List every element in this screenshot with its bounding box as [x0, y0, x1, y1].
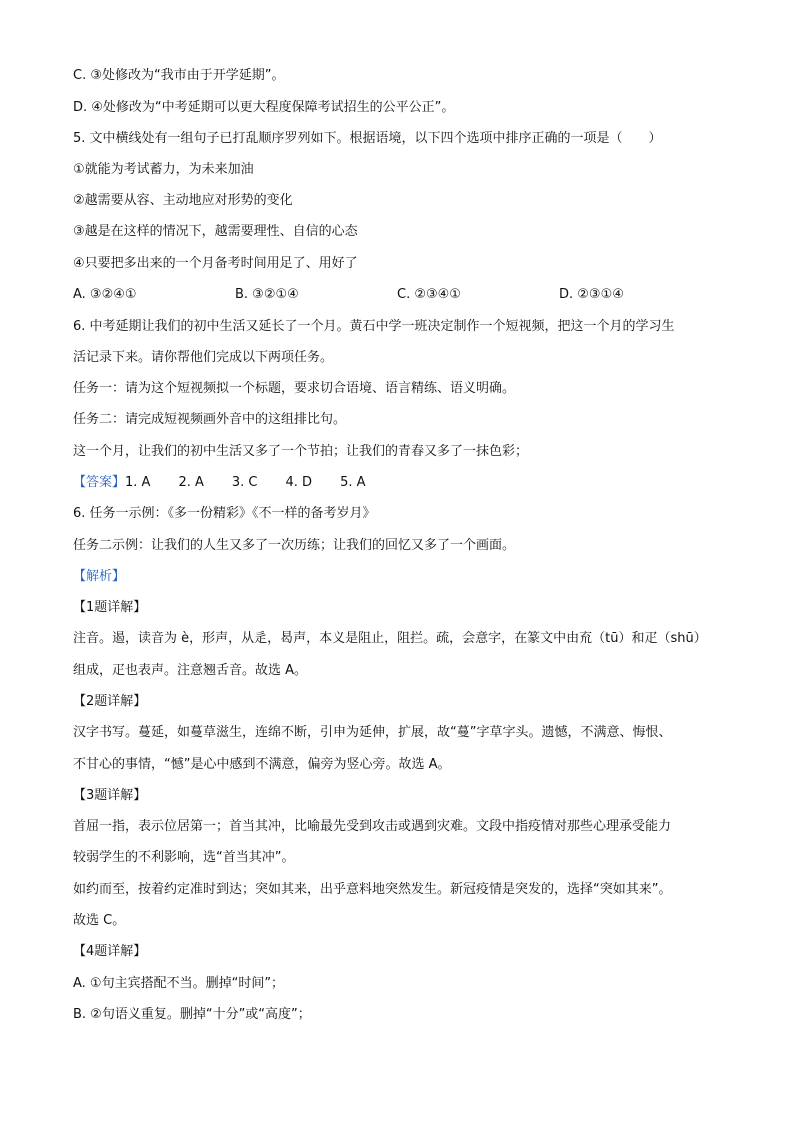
- sentence-4: ④只要把多出来的一个月备考时间用足了、用好了: [73, 256, 358, 271]
- answer-item: 2. A: [178, 475, 204, 490]
- question-5: 5. 文中横线处有一组句子已打乱顺序罗列如下。根据语境，以下四个选项中排序正确的一项是（ ）: [73, 131, 662, 146]
- sentence-2: ②越需要从容、主动地应对形势的变化: [73, 193, 293, 208]
- detail-2-text: 汉字书写。蔓延，如蔓草滋生，连绵不断，引申为延伸，扩展，故“蔓”字草字头。遗憾，不满意、悔恨、: [73, 725, 672, 740]
- question-6-cont: 活记录下来。请你帮他们完成以下两项任务。: [73, 350, 334, 365]
- detail-3-text: 首屈一指，表示位居第一；首当其冲，比喻最先受到攻击或遇到灾难。文段中指疫情对那些心理承受能力: [73, 819, 672, 834]
- task-2: 任务二：请完成短视频画外音中的这组排比句。: [73, 412, 347, 427]
- choice-a: A. ③②④①: [73, 287, 137, 302]
- answer-item: 1. A: [125, 475, 151, 490]
- choice-d: D. ②③①④: [559, 287, 624, 302]
- option-d-text: D. ④处修改为“中考延期可以更大程度保障考试招生的公平公正”。: [73, 100, 455, 115]
- detail-heading-1: 【1题详解】: [73, 600, 147, 615]
- choice-b: B. ③②①④: [235, 287, 299, 302]
- detail-2-text-cont: 不甘心的事情，“憾”是心中感到不满意，偏旁为竖心旁。故选 A。: [73, 757, 451, 772]
- question-6: 6. 中考延期让我们的初中生活又延长了一个月。黄石中学一班决定制作一个短视频，把这一个月的学习生: [73, 319, 675, 334]
- parallel-sentence: 这一个月，让我们的初中生活又多了一个节拍；让我们的青春又多了一抹色彩；: [73, 444, 529, 459]
- sentence-1: ①就能为考试蓄力，为未来加油: [73, 162, 254, 177]
- detail-3-conclusion: 故选 C。: [73, 913, 126, 928]
- answer-item: 4. D: [285, 475, 313, 490]
- choice-c: C. ②③④①: [397, 287, 461, 302]
- detail-heading-2: 【2题详解】: [73, 694, 147, 709]
- detail-3-text-2: 如约而至，按着约定准时到达；突如其来，出乎意料地突然发生。新冠疫情是突发的，选择“突如其来”。: [73, 882, 672, 897]
- answer-label: 【答案】: [73, 475, 126, 490]
- answer-6-task-1: 6. 任务一示例：《多一份精彩》《不一样的备考岁月》: [73, 506, 376, 521]
- detail-1-text: 注音。遏，读音为 è，形声，从辵，曷声，本义是阻止，阻拦。疏，会意字，在篆文中由㐬（tū）和疋（shū）: [73, 631, 707, 646]
- answer-line: [73, 474, 753, 492]
- detail-3-text-cont: 较弱学生的不利影响，选“首当其冲”。: [73, 850, 295, 865]
- detail-4-a: A. ①句主宾搭配不当。删掉“时间”；: [73, 976, 285, 991]
- detail-4-b: B. ②句语义重复。删掉“十分”或“高度”；: [73, 1007, 311, 1022]
- detail-heading-3: 【3题详解】: [73, 788, 147, 803]
- detail-1-text-cont: 组成，疋也表声。注意翘舌音。故选 A。: [73, 663, 308, 678]
- detail-heading-4: 【4题详解】: [73, 944, 147, 959]
- option-c-text: C. ③处修改为“我市由于开学延期”。: [73, 68, 285, 83]
- answer-item: 5. A: [340, 475, 366, 490]
- task-1: 任务一：请为这个短视频拟一个标题，要求切合语境、语言精练、语义明确。: [73, 381, 516, 396]
- answer-6-task-2: 任务二示例：让我们的人生又多了一次历练；让我们的回忆又多了一个画面。: [73, 538, 516, 553]
- sentence-3: ③越是在这样的情况下，越需要理性、自信的心态: [73, 224, 358, 239]
- answer-item: 3. C: [231, 475, 258, 490]
- analysis-heading: 【解析】: [73, 569, 126, 584]
